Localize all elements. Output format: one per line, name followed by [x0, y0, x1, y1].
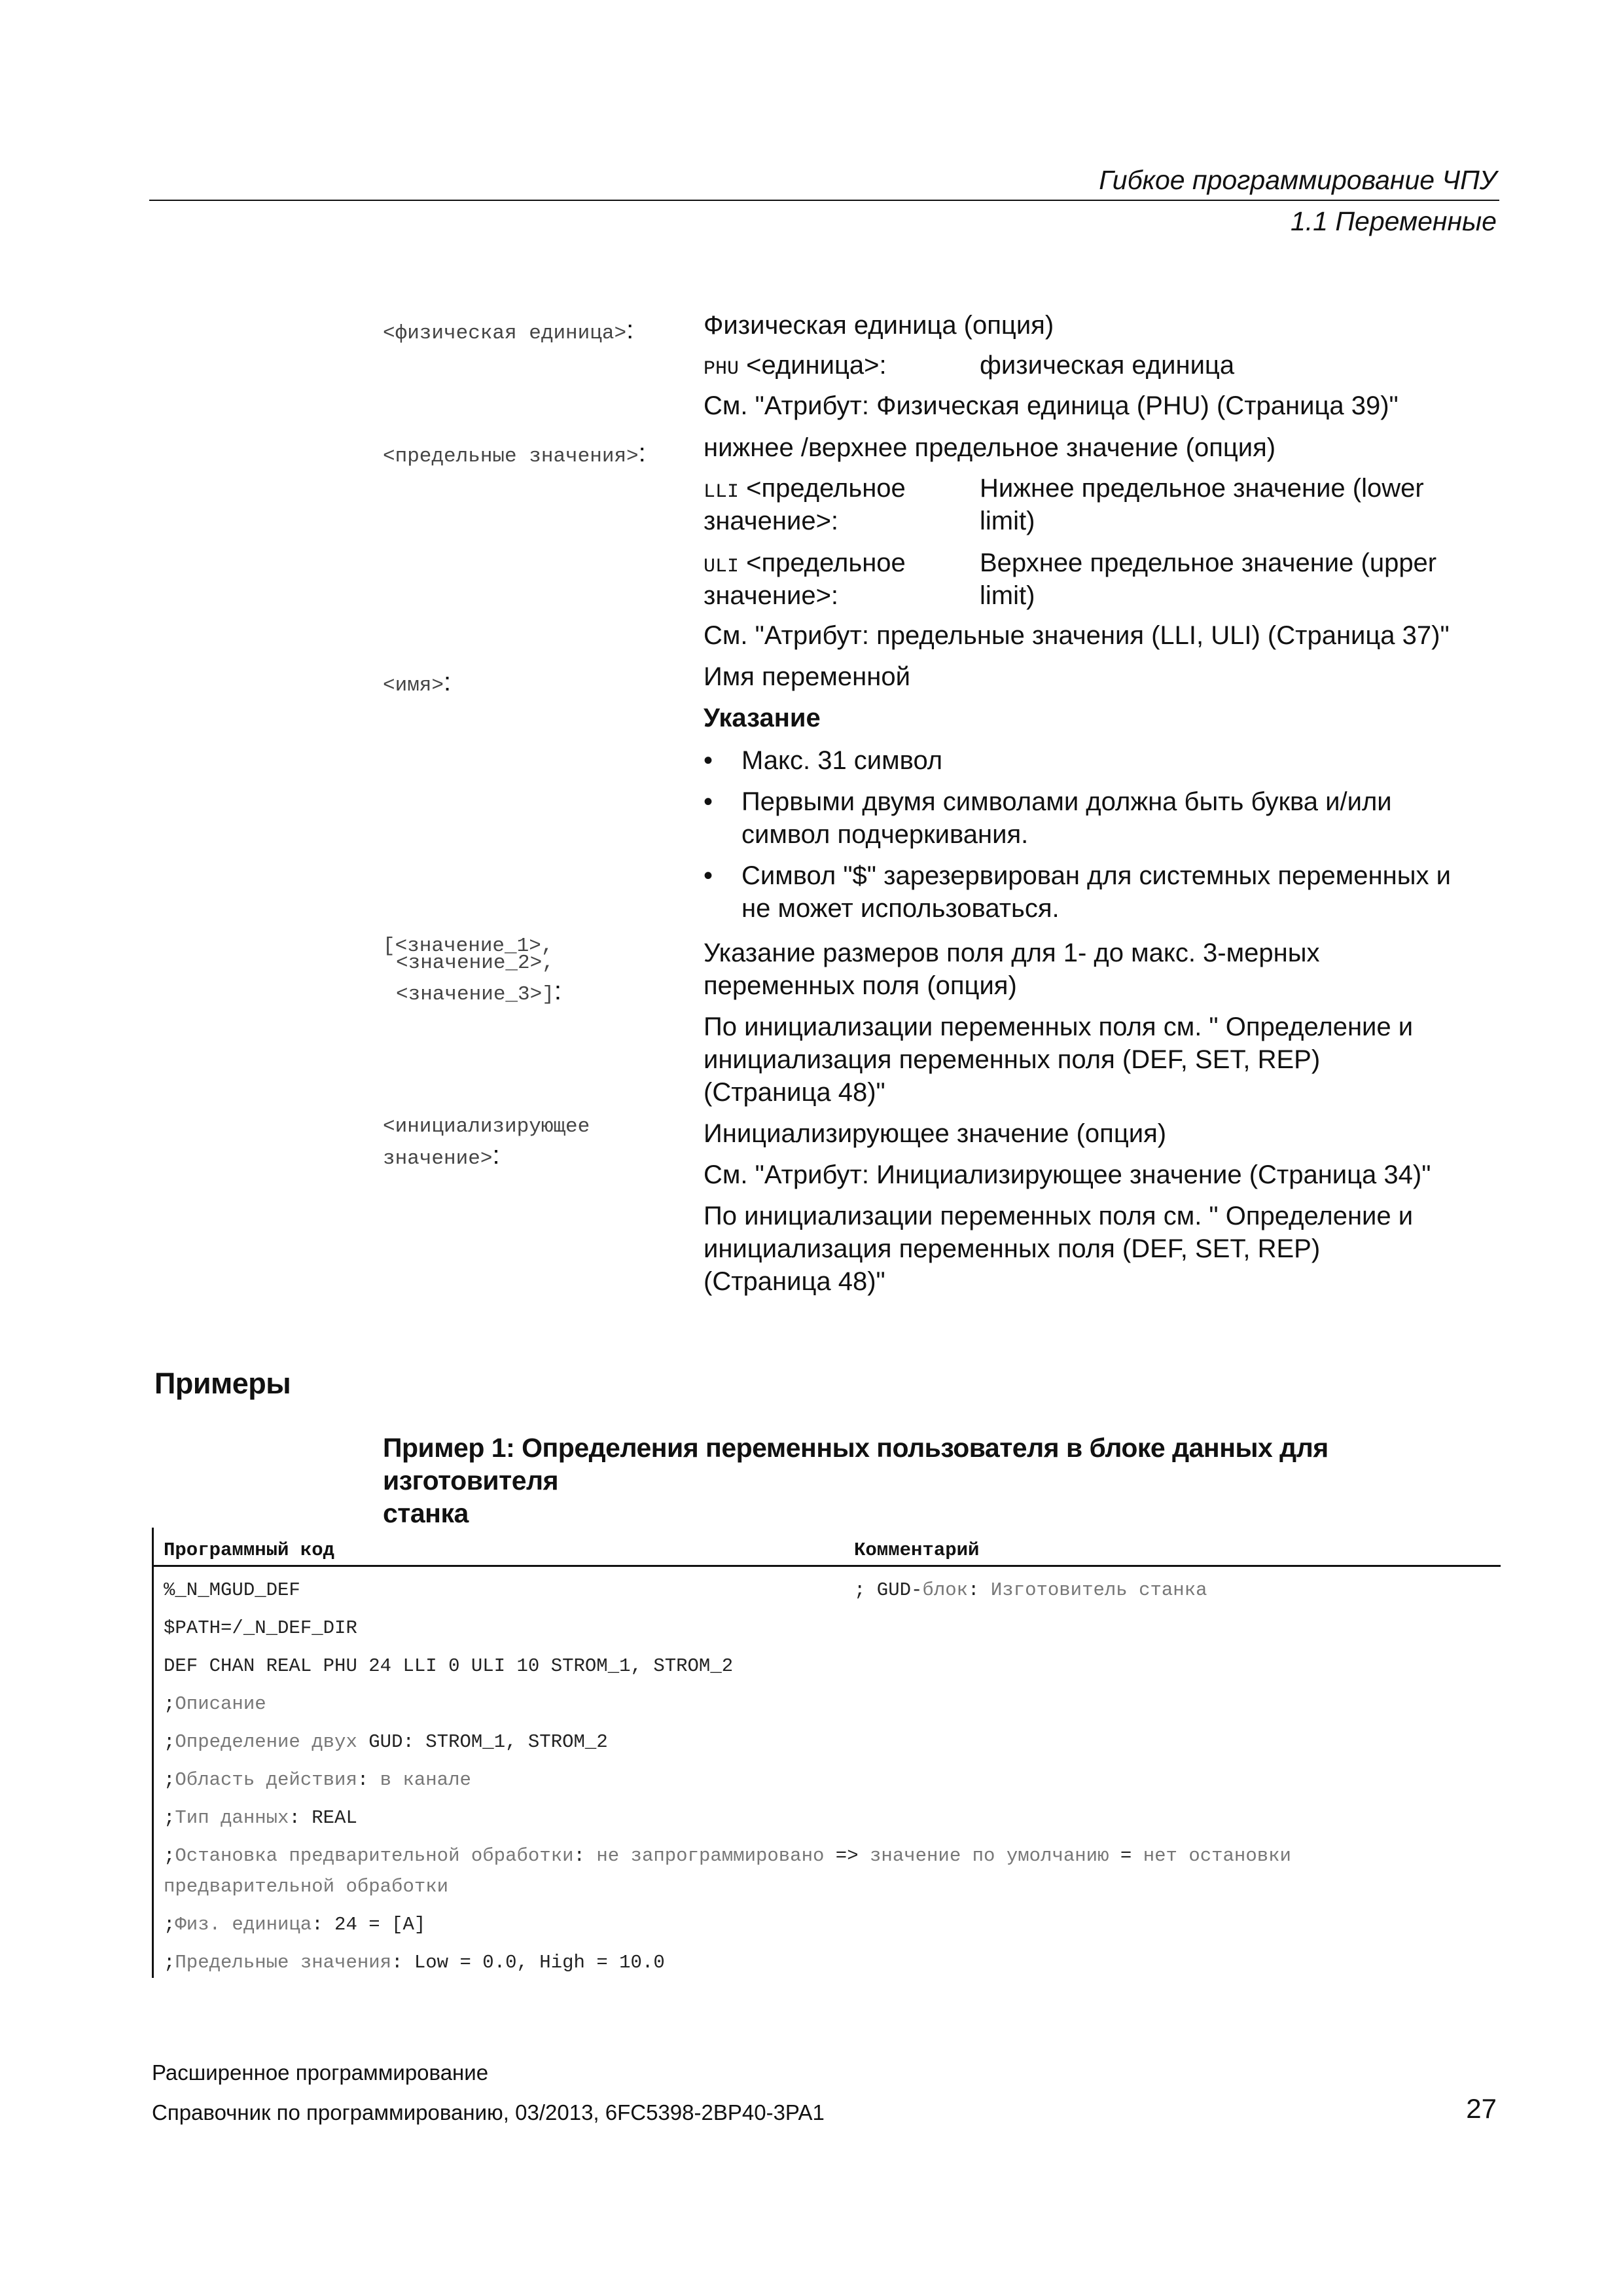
param-key-phys-unit: <физическая единица>: [383, 315, 634, 345]
param-key-array-2: <значение_2>, [396, 952, 554, 975]
code-line-4: ;Описание [164, 1693, 266, 1715]
phu-label: PHU <единица>: [704, 351, 887, 380]
param-key-init-2: значение>: [383, 1141, 500, 1170]
lli-label: LLI <предельное [704, 474, 906, 503]
example-1-title: Пример 1: Определения переменных пользователя в блоке данных для изготовителя станка [383, 1433, 1329, 1528]
init-reference-2: По инициализации переменных поля см. " Определение и [704, 1202, 1414, 1230]
code-table-left-rule [152, 1528, 154, 1978]
running-header-section: 1.1 Переменные [1290, 206, 1497, 236]
code-line-1: %_N_MGUD_DEF [164, 1579, 300, 1601]
running-header-title: Гибкое программирование ЧПУ [1099, 165, 1497, 195]
code-table-header-rule [152, 1565, 1501, 1567]
param-desc-init: Инициализирующее значение (опция) [704, 1119, 1167, 1148]
uli-label: ULI <предельное [704, 548, 906, 578]
lli-value: Нижнее предельное значение (lower [980, 474, 1424, 503]
param-key-array-3: <значение_3>]: [396, 977, 562, 1006]
phu-value: физическая единица [980, 351, 1235, 380]
bullet-icon: • [704, 787, 713, 816]
note-bullet-2-cont: символ подчеркивания. [741, 820, 1029, 849]
note-bullet-3: Символ "$" зарезервирован для системных переменных и [741, 861, 1451, 890]
note-bullet-3-cont: не может использоваться. [741, 894, 1060, 923]
footer-manual-id: Справочник по программированию, 03/2013, 6FC5398-2BP40-3PA1 [152, 2100, 825, 2125]
param-desc-phys-unit: Физическая единица (опция) [704, 311, 1054, 340]
param-key-init-1: <инициализирующее [383, 1115, 590, 1138]
code-line-8: ;Остановка предварительной обработки: не запрограммировано => значение по умолчанию = нет остановки [164, 1845, 1291, 1867]
code-line-5: ;Определение двух GUD: STROM_1, STROM_2 [164, 1731, 608, 1753]
uli-label-cont: значение>: [704, 581, 839, 610]
page-number: 27 [1466, 2093, 1497, 2124]
note-bullet-1: Макс. 31 символ [741, 746, 943, 775]
limits-reference: См. "Атрибут: предельные значения (LLI, ULI) (Страница 37)" [704, 621, 1450, 650]
param-desc-name: Имя переменной [704, 662, 910, 691]
phu-reference: См. "Атрибут: Физическая единица (PHU) (Страница 39)" [704, 391, 1399, 420]
code-line-7: ;Тип данных: REAL [164, 1807, 357, 1829]
code-line-3: DEF CHAN REAL PHU 24 LLI 0 ULI 10 STROM_1, STROM_2 [164, 1655, 734, 1677]
note-heading: Указание [704, 704, 821, 732]
code-line-9: ;Физ. единица: 24 = [A] [164, 1914, 426, 1935]
code-line-6: ;Область действия: в канале [164, 1769, 471, 1791]
array-reference-page: (Страница 48)" [704, 1078, 885, 1107]
param-desc-limits: нижнее /верхнее предельное значение (опция) [704, 433, 1276, 462]
bullet-icon: • [704, 746, 713, 775]
column-header-code: Программный код [164, 1539, 335, 1561]
array-reference: По инициализации переменных поля см. " Определение и [704, 1013, 1414, 1041]
param-desc-array: Указание размеров поля для 1- до макс. 3-мерных [704, 939, 1320, 967]
lli-value-cont: limit) [980, 507, 1035, 535]
uli-value: Верхнее предельное значение (upper [980, 548, 1437, 577]
header-rule [149, 200, 1499, 201]
init-reference-2-cont: инициализация переменных поля (DEF, SET, REP) [704, 1234, 1321, 1263]
param-desc-array-cont: переменных поля (опция) [704, 971, 1017, 1000]
uli-value-cont: limit) [980, 581, 1035, 610]
note-bullet-2: Первыми двумя символами должна быть буква и/или [741, 787, 1392, 816]
code-line-8-cont: предварительной обработки [164, 1876, 449, 1897]
init-reference: См. "Атрибут: Инициализирующее значение (Страница 34)" [704, 1160, 1431, 1189]
code-line-2: $PATH=/_N_DEF_DIR [164, 1617, 357, 1639]
code-comment-1: ; GUD-блок: Изготовитель станка [854, 1579, 1207, 1601]
param-key-name: <имя>: [383, 668, 452, 697]
bullet-icon: • [704, 861, 713, 890]
param-key-limits: <предельные значения>: [383, 439, 646, 468]
column-header-comment: Комментарий [854, 1539, 980, 1561]
code-line-10: ;Предельные значения: Low = 0.0, High = 10.0 [164, 1952, 665, 1973]
examples-heading: Примеры [154, 1367, 291, 1400]
param-key-array-1: [<значение_1>, [383, 935, 554, 958]
footer-book-title: Расширенное программирование [152, 2060, 489, 2085]
array-reference-cont: инициализация переменных поля (DEF, SET, REP) [704, 1045, 1321, 1074]
init-reference-2-page: (Страница 48)" [704, 1267, 885, 1296]
lli-label-cont: значение>: [704, 507, 839, 535]
